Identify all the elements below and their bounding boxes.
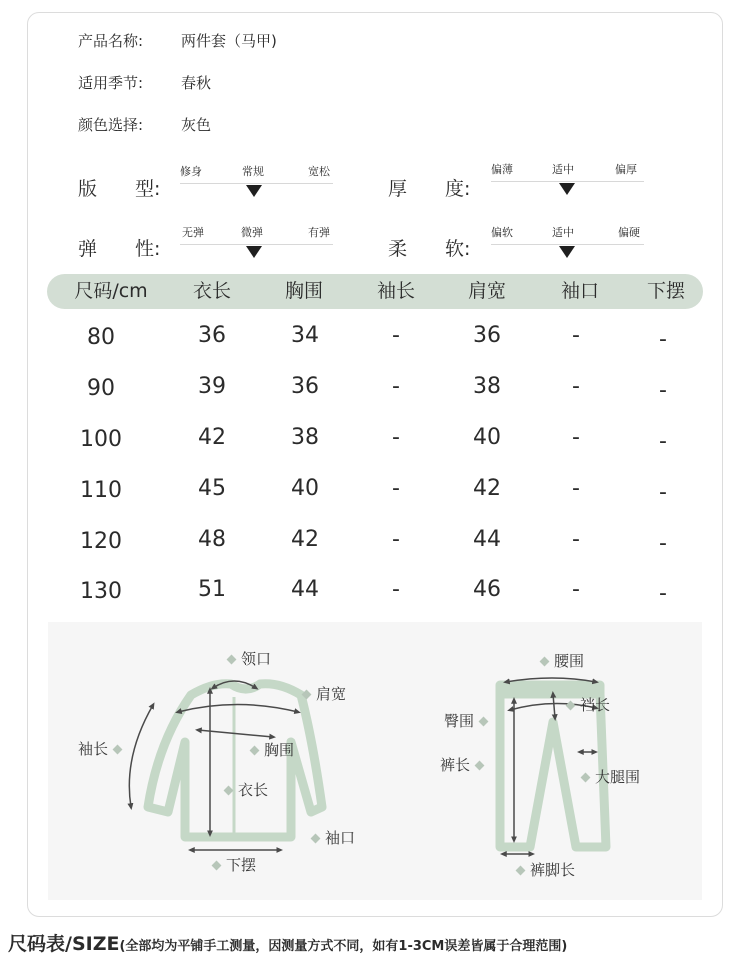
footer-title: 尺码表/SIZE [8, 933, 120, 955]
diamond-icon [540, 657, 550, 667]
scale-track [491, 244, 644, 245]
table-cell: 38 [473, 374, 501, 399]
footer-disclaimer: (全部均为平铺手工测量，因测量方式不同，如有1-3CM误差皆属于合理范围) [119, 939, 568, 954]
info-value: 春秋 [181, 74, 212, 92]
table-cell: 100 [80, 427, 122, 452]
scale-marker-icon [246, 185, 262, 197]
label-cuff [306, 827, 355, 848]
info-key: 产品名称: [78, 32, 144, 50]
label-text: 袖口 [325, 829, 356, 847]
scale-marker-icon [559, 183, 575, 195]
table-cell: 48 [198, 527, 226, 552]
diamond-icon [479, 717, 489, 727]
table-cell: - [392, 577, 400, 602]
scale-option: 偏厚 [615, 163, 637, 176]
info-season [78, 72, 211, 93]
table-cell: 46 [473, 577, 501, 602]
label-length [219, 779, 268, 800]
garment-illustration [48, 622, 702, 900]
info-key: 颜色选择: [78, 116, 144, 134]
scale-marker-icon [559, 246, 575, 258]
scale-option: 偏硬 [618, 226, 640, 239]
diamond-icon [475, 761, 485, 771]
table-cell: - [572, 374, 580, 399]
diamond-icon [224, 786, 234, 796]
table-cell: 34 [291, 323, 319, 348]
header-sleeve: 袖长 [376, 280, 415, 302]
label-text: 裆长 [580, 696, 611, 714]
footer-note [8, 929, 567, 956]
table-cell: 80 [87, 325, 115, 350]
scale-option: 微弹 [241, 226, 263, 239]
label-collar [222, 648, 271, 669]
label-shoulder [297, 683, 346, 704]
label-text: 袖长 [78, 740, 109, 758]
table-cell: 36 [291, 374, 319, 399]
table-cell: - [659, 327, 667, 352]
scale-option: 常规 [242, 165, 264, 178]
header-hem: 下摆 [646, 280, 685, 302]
info-value: 两件套（马甲) [181, 32, 277, 50]
scale-track [180, 244, 333, 245]
diamond-icon [250, 746, 260, 756]
attr-stretch-label: 弹 性: [78, 238, 161, 260]
table-cell: - [572, 527, 580, 552]
label-hip [444, 710, 493, 731]
attr-softness-label: 柔 软: [388, 238, 471, 260]
info-product-name [78, 30, 277, 51]
diamond-icon [566, 701, 576, 711]
table-cell: 44 [473, 527, 501, 552]
label-text: 臀围 [444, 712, 475, 730]
size-table-header [47, 274, 703, 309]
softness-scale [491, 224, 644, 264]
label-text: 下摆 [226, 856, 257, 874]
table-cell: - [572, 476, 580, 501]
label-text: 裤脚长 [530, 861, 576, 879]
label-text: 领口 [241, 650, 272, 668]
label-text: 裤长 [440, 756, 471, 774]
table-cell: 130 [80, 579, 122, 604]
scale-track [180, 183, 333, 184]
table-cell: - [659, 531, 667, 556]
scale-option: 修身 [180, 165, 202, 178]
stretch-scale [180, 224, 333, 264]
label-text: 腰围 [554, 652, 585, 670]
table-cell: - [659, 378, 667, 403]
label-thigh [576, 766, 640, 787]
label-leg-opening [511, 859, 575, 880]
label-chest [245, 739, 294, 760]
table-cell: - [572, 425, 580, 450]
attr-thickness-label: 厚 度: [388, 178, 471, 200]
table-cell: 38 [291, 425, 319, 450]
info-color [78, 114, 211, 135]
diamond-icon [516, 866, 526, 876]
table-cell: 51 [198, 577, 226, 602]
label-text: 衣长 [238, 781, 269, 799]
header-cuff: 袖口 [560, 280, 599, 302]
label-text: 大腿围 [595, 768, 641, 786]
header-size: 尺码/cm [74, 280, 148, 302]
label-sleeve [78, 738, 127, 759]
table-cell: 44 [291, 577, 319, 602]
table-cell: 40 [291, 476, 319, 501]
info-value: 灰色 [181, 116, 212, 134]
table-cell: - [392, 425, 400, 450]
table-cell: 90 [87, 376, 115, 401]
label-waist [535, 650, 584, 671]
table-cell: - [392, 527, 400, 552]
label-hem [207, 854, 256, 875]
scale-option: 无弹 [182, 226, 204, 239]
table-cell: 110 [80, 478, 122, 503]
header-length: 衣长 [192, 280, 231, 302]
table-cell: - [659, 480, 667, 505]
diamond-icon [113, 745, 123, 755]
table-cell: 42 [198, 425, 226, 450]
label-rise [561, 694, 610, 715]
table-cell: 39 [198, 374, 226, 399]
label-text: 胸围 [264, 741, 295, 759]
diamond-icon [212, 861, 222, 871]
label-text: 肩宽 [316, 685, 347, 703]
header-chest: 胸围 [284, 280, 323, 302]
table-cell: - [572, 577, 580, 602]
thickness-scale [491, 161, 644, 201]
header-shoulder: 肩宽 [467, 280, 506, 302]
table-cell: 40 [473, 425, 501, 450]
table-cell: - [659, 581, 667, 606]
table-cell: 42 [473, 476, 501, 501]
diamond-icon [581, 773, 591, 783]
scale-track [491, 181, 644, 182]
diamond-icon [227, 655, 237, 665]
scale-marker-icon [246, 246, 262, 258]
scale-option: 宽松 [308, 165, 330, 178]
fit-scale [180, 163, 333, 203]
diamond-icon [302, 690, 312, 700]
label-pants-length [440, 754, 489, 775]
table-cell: 42 [291, 527, 319, 552]
scale-option: 偏软 [491, 226, 513, 239]
table-cell: - [392, 476, 400, 501]
attr-fit-label: 版 型: [78, 178, 161, 200]
diamond-icon [311, 834, 321, 844]
table-cell: 45 [198, 476, 226, 501]
jacket-icon [148, 684, 322, 837]
scale-option: 偏薄 [491, 163, 513, 176]
scale-option: 有弹 [308, 226, 330, 239]
table-cell: 36 [198, 323, 226, 348]
table-cell: - [392, 374, 400, 399]
table-cell: 36 [473, 323, 501, 348]
scale-option: 适中 [552, 226, 574, 239]
table-cell: - [392, 323, 400, 348]
info-key: 适用季节: [78, 74, 144, 92]
table-cell: 120 [80, 529, 122, 554]
table-cell: - [659, 429, 667, 454]
scale-option: 适中 [552, 163, 574, 176]
table-cell: - [572, 323, 580, 348]
measurement-diagram [48, 622, 702, 900]
